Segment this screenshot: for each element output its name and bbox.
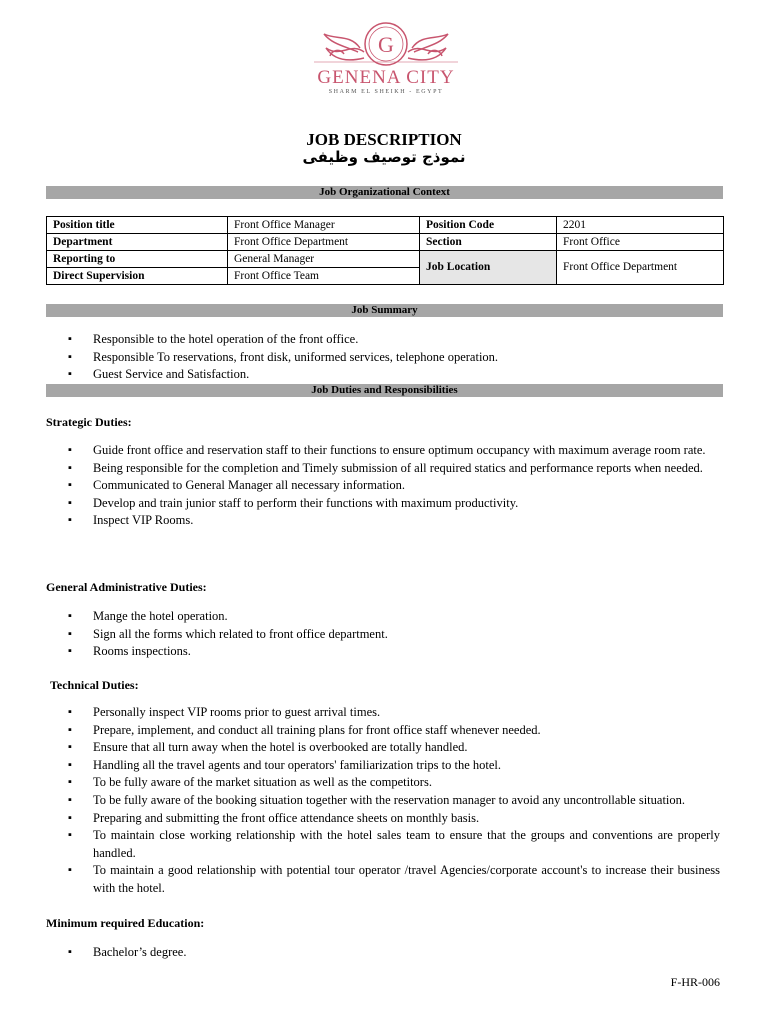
- job-context-table: [46, 216, 724, 285]
- logo-letter: G: [378, 32, 394, 57]
- summary-list: [46, 331, 720, 384]
- list-item: ▪ Responsible To reservations, front disk, uniformed services, telephone operation.: [46, 349, 720, 367]
- form-code: F-HR-006: [670, 975, 720, 989]
- list-item: ▪ Handling all the travel agents and tour operators' familiarization trips to the hotel.: [46, 757, 720, 775]
- list-item: ▪ To maintain close working relationship with the hotel sales team to ensure that the groups and conventions are properly handled.: [46, 827, 720, 862]
- direct-supervision-value: Front Office Team: [228, 268, 420, 285]
- document-title: JOB DESCRIPTION: [306, 130, 462, 149]
- list-item: ▪ Ensure that all turn away when the hotel is overbooked are totally handled.: [46, 739, 720, 757]
- admin-duties-heading: General Administrative Duties:: [46, 580, 207, 594]
- department-value: Front Office Department: [228, 234, 420, 251]
- list-item: ▪ Sign all the forms which related to front office department.: [46, 626, 720, 644]
- technical-duties-list: [46, 704, 720, 898]
- list-item: ▪ Develop and train junior staff to perform their functions with maximum productivity.: [46, 495, 720, 513]
- list-item: ▪ Being responsible for the completion and Timely submission of all required statics and performance reports when needed.: [46, 460, 720, 478]
- list-item: ▪ Inspect VIP Rooms.: [46, 512, 720, 530]
- job-location-value: Front Office Department: [557, 251, 724, 285]
- education-list: [46, 944, 720, 962]
- list-item: ▪ Mange the hotel operation.: [46, 608, 720, 626]
- list-item: ▪ To maintain a good relationship with potential tour operator /travel Agencies/corporate account's to increase their business with the hotel.: [46, 862, 720, 897]
- section-bar-summary: Job Summary: [46, 304, 723, 317]
- list-item: ▪ Communicated to General Manager all necessary information.: [46, 477, 720, 495]
- position-title-value: Front Office Manager: [228, 217, 420, 234]
- position-code-value: 2201: [557, 217, 724, 234]
- brand-name: GENENA CITY: [317, 67, 455, 88]
- list-item: ▪ Responsible to the hotel operation of the front office.: [46, 331, 720, 349]
- table-row: [47, 234, 724, 251]
- position-title-label: Position title: [47, 217, 228, 234]
- table-row: [47, 251, 724, 268]
- brand-subtitle: SHARM EL SHEIKH - EGYPT: [328, 89, 444, 95]
- list-item: ▪ To be fully aware of the market situation as well as the competitors.: [46, 774, 720, 792]
- list-item: ▪ Personally inspect VIP rooms prior to guest arrival times.: [46, 704, 720, 722]
- list-item: ▪ Rooms inspections.: [46, 643, 720, 661]
- list-item: ▪ Bachelor’s degree.: [46, 944, 720, 962]
- reporting-to-value: General Manager: [228, 251, 420, 268]
- strategic-duties-heading: Strategic Duties:: [46, 415, 132, 429]
- section-bar-context: Job Organizational Context: [46, 186, 723, 199]
- education-heading: Minimum required Education:: [46, 916, 205, 930]
- list-item: ▪ Preparing and submitting the front office attendance sheets on monthly basis.: [46, 810, 720, 828]
- section-label: Section: [420, 234, 557, 251]
- technical-duties-heading: Technical Duties:: [50, 678, 139, 692]
- section-bar-duties: Job Duties and Responsibilities: [46, 384, 723, 397]
- job-location-label: Job Location: [420, 251, 557, 285]
- position-code-label: Position Code: [420, 217, 557, 234]
- strategic-duties-list: [46, 442, 720, 530]
- direct-supervision-label: Direct Supervision: [47, 268, 228, 285]
- list-item: ▪ Guest Service and Satisfaction.: [46, 366, 720, 384]
- list-item: ▪ Guide front office and reservation staff to their functions to ensure optimum occupancy with maximum average room rate.: [46, 442, 720, 460]
- section-value: Front Office: [557, 234, 724, 251]
- reporting-to-label: Reporting to: [47, 251, 228, 268]
- table-row: [47, 217, 724, 234]
- document-title-arabic: نموذج توصيف وظيفى: [302, 148, 466, 166]
- list-item: ▪ To be fully aware of the booking situation together with the reservation manager to avoid any uncontrollable situation.: [46, 792, 720, 810]
- department-label: Department: [47, 234, 228, 251]
- list-item: ▪ Prepare, implement, and conduct all training plans for front office staff whenever needed.: [46, 722, 720, 740]
- admin-duties-list: [46, 608, 720, 661]
